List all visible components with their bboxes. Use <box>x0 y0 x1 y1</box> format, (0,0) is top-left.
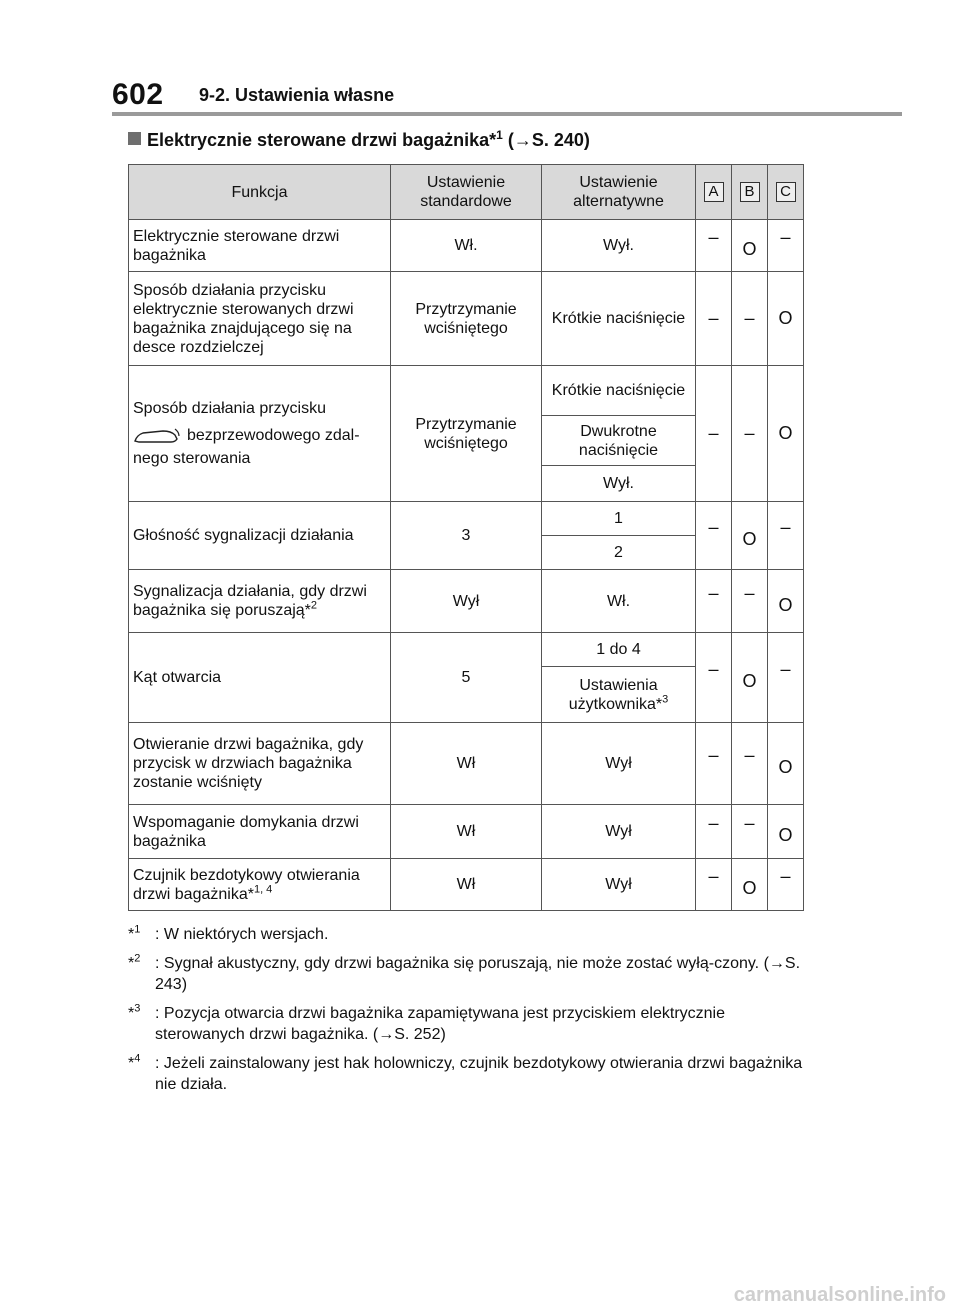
table-row: Głośność sygnalizacji działania 3 1 – O – <box>129 502 804 536</box>
footnotes <box>128 924 803 1103</box>
header-default: Ustawienie standardowe <box>391 165 542 220</box>
table-row: Sposób działania przycisku bezprzewodowego zdal- nego sterowania Przytrzymanie wciśniętego Krótkie naciśnięcie – – O <box>129 366 804 416</box>
table-header-row <box>129 165 804 220</box>
header-b: B <box>732 165 768 220</box>
table-heading: Elektrycznie sterowane drzwi bagażnika*$^1$ (→S. 240) <box>128 128 590 152</box>
header-alternative: Ustawienie alternatywne <box>542 165 696 220</box>
watermark: carmanualsonline.info <box>733 1284 946 1306</box>
wireless-key-icon <box>133 427 181 445</box>
table-row: Sposób działania przycisku elektrycznie sterowanych drzwi bagażnika znajdującego się na desce rozdzielczej Przytrzymanie wciśniętego Krótkie naciśnięcie – – O <box>129 272 804 366</box>
table-row: Otwieranie drzwi bagażnika, gdy przycisk w drzwiach bagażnika zostanie wciśnięty Wł Wył – – O <box>129 723 804 805</box>
header-function: Funkcja <box>129 165 391 220</box>
table-row: Wspomaganie domykania drzwi bagażnika Wł Wył – – O <box>129 805 804 859</box>
header-c: C <box>768 165 804 220</box>
header-divider <box>112 112 902 116</box>
section-title: 9-2. Ustawienia własne <box>199 85 395 105</box>
table-subrow: Wył. <box>129 466 804 502</box>
table-subrow: 2 <box>129 536 804 570</box>
footnote: *$^4$ : Jeżeli zainstalowany jest hak holowniczy, czujnik bezdotykowy otwierania drzwi bagażnika nie działa. <box>128 1052 803 1093</box>
table-row: Czujnik bezdotykowy otwierania drzwi bagażnika*$^{1, 4}$ Wł Wył – O – <box>129 859 804 911</box>
square-bullet-icon <box>128 132 141 145</box>
settings-table <box>128 164 804 911</box>
table-subrow: Ustawienia użytkownika*$^3$ <box>129 667 804 723</box>
table-row: Elektrycznie sterowane drzwi bagażnika Wł. Wył. – O – <box>129 220 804 272</box>
footnote: *$^2$ : Sygnał akustyczny, gdy drzwi bagażnika się poruszają, nie może zostać wyłą-czony. (→S. 243) <box>128 952 801 993</box>
table-row: Kąt otwarcia 5 1 do 4 – O – <box>129 633 804 667</box>
table-subrow: Dwukrotne naciśnięcie <box>129 416 804 466</box>
header-a: A <box>696 165 732 220</box>
page-number: 602 <box>112 78 164 111</box>
page-header <box>112 78 902 114</box>
footnote: *$^3$ : Pozycja otwarcia drzwi bagażnika zapamiętywana jest przyciskiem elektrycznie sterowanych drzwi bagażnika. (→S. 252) <box>128 1002 725 1043</box>
table-row: Sygnalizacja działania, gdy drzwi bagażnika się poruszają*$^2$ Wył Wł. – – O <box>129 570 804 633</box>
footnote: *$^1$ : W niektórych wersjach. <box>128 923 329 943</box>
